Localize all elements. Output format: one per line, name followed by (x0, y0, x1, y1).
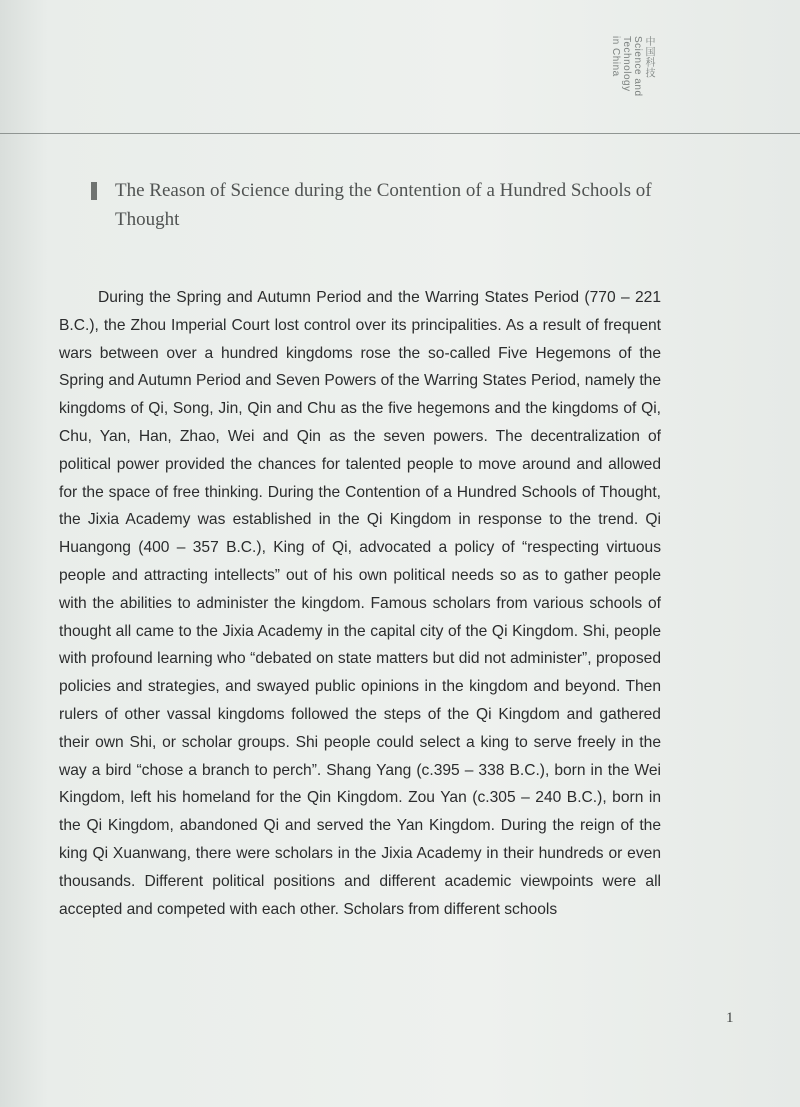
body-paragraph: During the Spring and Autumn Period and the Warring States Period (770 – 221 B.C.), the Zhou Imperial Court lost control over its principalities. As a result of frequent wars between over a hundred kingdoms rose the so-called Five Hegemons of the Spring and Autumn Period and Seven Powers of the Warring States Period, namely the kingdoms of Qi, Song, Jin, Qin and Chu as the five hegemons and the kingdoms of Qi, Chu, Yan, Han, Zhao, Wei and Qin as the seven powers. The decentralization of political power provided the chances for talented people to move around and allowed for the space of free thinking. During the Contention of a Hundred Schools of Thought, the Jixia Academy was established in the Qi Kingdom in response to the trend. Qi Huangong (400 – 357 B.C.), King of Qi, advocated a policy of “respecting virtuous people and attracting intellects” out of his own political needs so as to gather people with the abilities to administer the kingdom. Famous scholars from various schools of thought all came to the Jixia Academy in the capital city of the Qi Kingdom. Shi, people with profound learning who “debated on state matters but did not administer”, proposed policies and strategies, and swayed public opinions in the kingdom and beyond. Then rulers of other vassal kingdoms followed the steps of the Qi Kingdom and gathered their own Shi, or scholar groups. Shi people could select a king to serve freely in the way a bird “chose a branch to perch”. Shang Yang (c.395 – 338 B.C.), born in the Wei Kingdom, left his homeland for the Qin Kingdom. Zou Yan (c.305 – 240 B.C.), born in the Qi Kingdom, abandoned Qi and served the Yan Kingdom. During the reign of the king Qi Xuanwang, there were scholars in the Jixia Academy in their hundreds or even thousands. Different political positions and different academic viewpoints were all accepted and competed with each other. Scholars from different schools (59, 289, 661, 918)
series-title-line-2: Technology (621, 36, 632, 92)
page-number: 1 (726, 1010, 734, 1026)
header-divider (0, 133, 800, 134)
series-title (610, 36, 654, 97)
series-title-line-3: in China (610, 36, 621, 77)
section-heading (88, 176, 668, 234)
series-title-cn: 中国科技 (643, 36, 654, 78)
series-title-line-1: Science and (632, 36, 643, 97)
section-title-text: The Reason of Science during the Contention of a Hundred Schools of Thought (115, 180, 652, 230)
